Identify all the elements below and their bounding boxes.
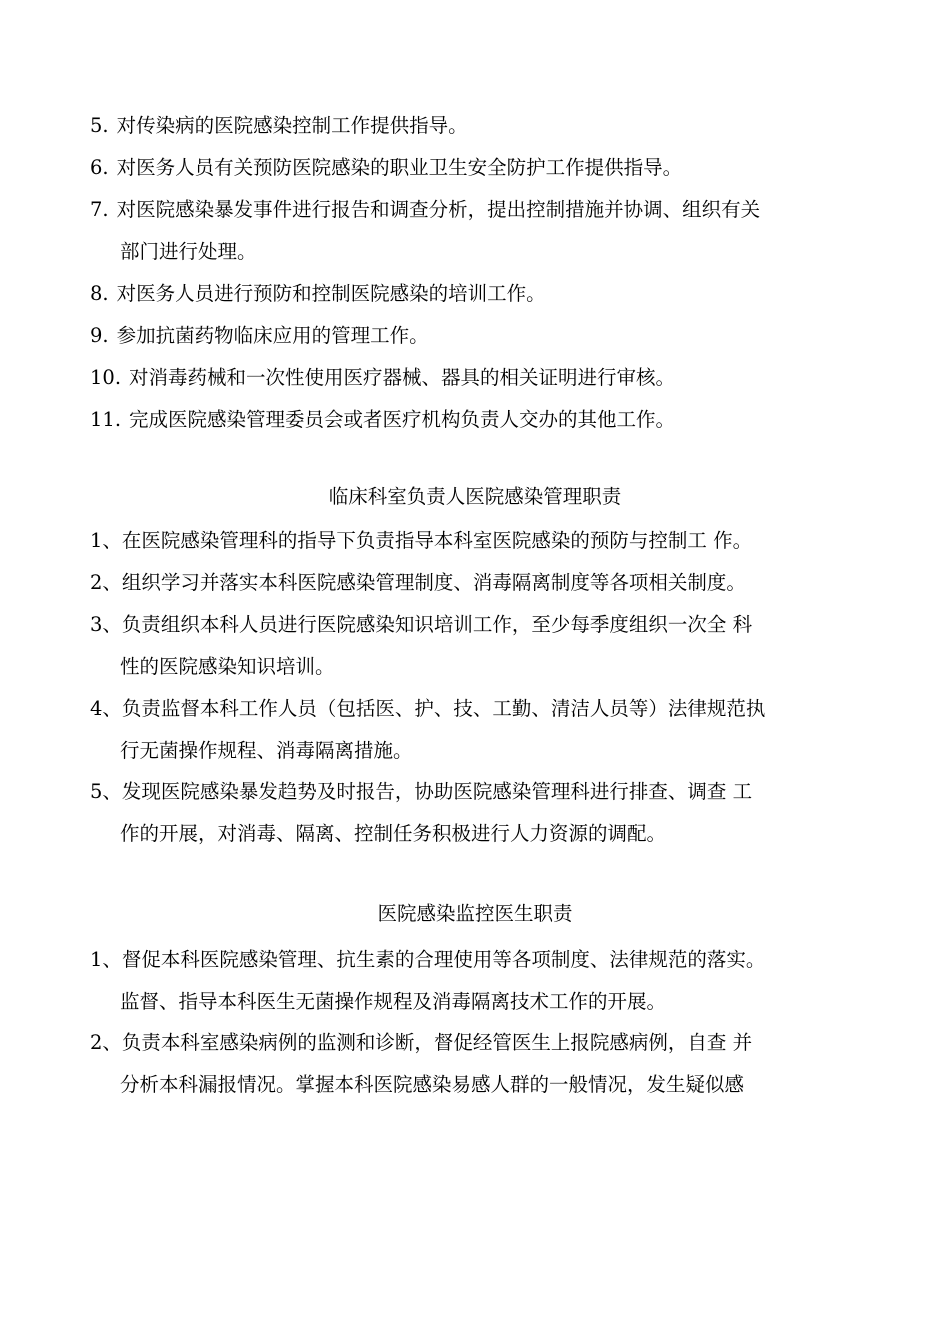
- department-duty-5: [90, 771, 880, 855]
- duty-item-5: [90, 105, 880, 147]
- item-text-continuation: 性的医院感染知识培训。: [120, 655, 335, 678]
- item-text-continuation: 部门进行处理。: [120, 240, 257, 263]
- item-text: 3、负责组织本科人员进行医院感染知识培训工作，至少每季度组织一次全 科: [90, 613, 753, 636]
- item-text: 参加抗菌药物临床应用的管理工作。: [116, 324, 429, 347]
- section-title-monitoring-doctor: 医院感染监控医生职责: [377, 902, 573, 925]
- item-text: 1、在医院感染管理科的指导下负责指导本科室医院感染的预防与控制工 作。: [90, 529, 753, 552]
- item-text: 4、负责监督本科工作人员（包括医、护、技、工勤、清洁人员等）法律规范执: [90, 697, 766, 720]
- department-duty-4: [90, 688, 880, 772]
- item-text-continuation: 作的开展，对消毒、隔离、控制任务积极进行人力资源的调配。: [120, 822, 667, 845]
- department-duty-3: [90, 604, 880, 688]
- item-text: 2、负责本科室感染病例的监测和诊断，督促经管医生上报院感病例，自查 并: [90, 1031, 753, 1054]
- monitoring-duty-1: [90, 939, 880, 1023]
- item-text: 对医务人员进行预防和控制医院感染的培训工作。: [116, 282, 546, 305]
- duty-item-6: [90, 147, 880, 189]
- item-text: 2、组织学习并落实本科医院感染管理制度、消毒隔离制度等各项相关制度。: [90, 571, 746, 594]
- item-number: 8.: [90, 282, 109, 305]
- duty-item-10: [90, 357, 880, 399]
- item-text-continuation: 监督、指导本科医生无菌操作规程及消毒隔离技术工作的开展。: [120, 990, 667, 1013]
- item-number: 6.: [90, 156, 109, 179]
- item-number: 9.: [90, 324, 109, 347]
- duty-item-11: [90, 399, 880, 441]
- duty-item-8: [90, 273, 880, 315]
- item-text-continuation: 分析本科漏报情况。掌握本科医院感染易感人群的一般情况，发生疑似感: [120, 1073, 745, 1096]
- section-title-department-head: 临床科室负责人医院感染管理职责: [328, 485, 622, 508]
- item-text: 对消毒药械和一次性使用医疗器械、器具的相关证明进行审核。: [129, 366, 676, 389]
- duty-item-7: [90, 189, 880, 273]
- item-text: 1、督促本科医院感染管理、抗生素的合理使用等各项制度、法律规范的落实。: [90, 948, 766, 971]
- item-number: 5.: [90, 114, 109, 137]
- item-text: 完成医院感染管理委员会或者医疗机构负责人交办的其他工作。: [129, 408, 676, 431]
- item-text: 5、发现医院感染暴发趋势及时报告，协助医院感染管理科进行排查、调查 工: [90, 780, 753, 803]
- item-number: 10.: [90, 366, 122, 389]
- item-text: 对传染病的医院感染控制工作提供指导。: [116, 114, 468, 137]
- department-duty-2: [90, 562, 880, 604]
- monitoring-duty-2: [90, 1022, 880, 1106]
- item-number: 11.: [90, 408, 122, 431]
- item-text: 对医务人员有关预防医院感染的职业卫生安全防护工作提供指导。: [116, 156, 683, 179]
- item-text-continuation: 行无菌操作规程、消毒隔离措施。: [120, 739, 413, 762]
- item-number: 7.: [90, 198, 109, 221]
- duty-item-9: [90, 315, 880, 357]
- item-text: 对医院感染暴发事件进行报告和调查分析，提出控制措施并协调、组织有关: [116, 198, 761, 221]
- department-duty-1: [90, 520, 880, 562]
